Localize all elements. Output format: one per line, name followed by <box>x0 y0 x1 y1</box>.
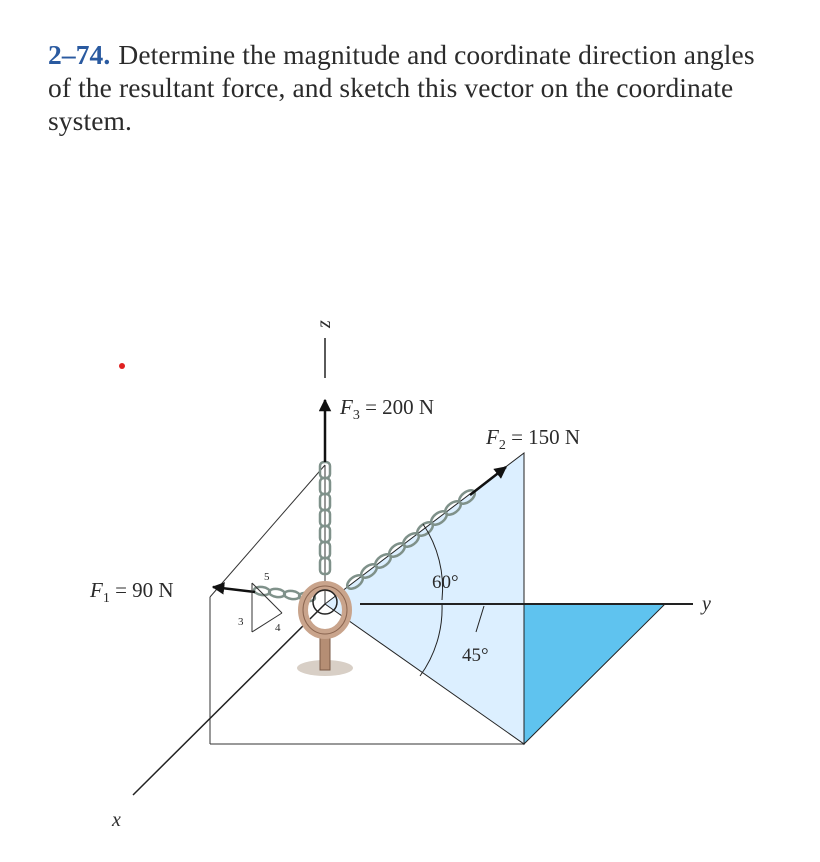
slope-label-4: 4 <box>275 622 281 634</box>
f2-label: $F_2 = 150$ N <box>486 425 581 453</box>
xy-triangle <box>524 604 665 744</box>
x-axis <box>133 604 325 795</box>
y-axis-label: y <box>702 593 711 615</box>
f2-plane <box>325 453 524 744</box>
x-axis-label: x <box>112 809 121 831</box>
angle-60-label: 60° <box>432 572 459 593</box>
slope-label-3: 3 <box>238 616 244 628</box>
red-dot <box>119 363 125 369</box>
problem-text: Determine the magnitude and coordinate direction angles of the resultant force, and sketch this vector on the coordinate system. <box>48 39 755 136</box>
f1-label: $F_1 = 90$ N <box>90 578 174 606</box>
z-axis-label: z <box>313 320 335 328</box>
f3-label: $F_3 = 200$ N <box>340 395 435 423</box>
angle-45-label: 45° <box>462 645 489 666</box>
f1-arrow <box>213 587 255 592</box>
problem-number: 2–74. <box>48 39 111 70</box>
slope-label-5: 5 <box>264 571 270 583</box>
